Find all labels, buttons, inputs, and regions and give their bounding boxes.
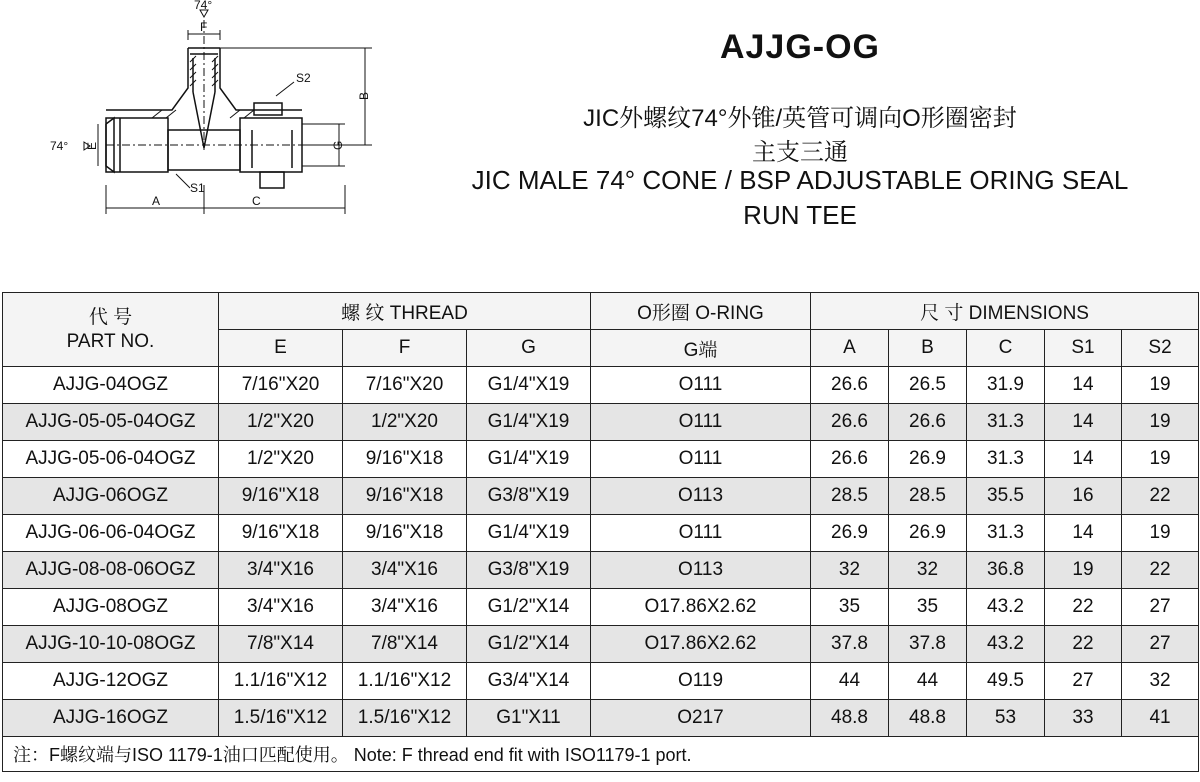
table-cell: 3/4"X16	[343, 589, 467, 626]
table-cell: O17.86X2.62	[591, 626, 811, 663]
table-cell: O111	[591, 515, 811, 552]
spec-table	[2, 292, 1199, 772]
table-cell: O111	[591, 367, 811, 404]
table-cell: 1.5/16"X12	[219, 700, 343, 737]
chinese-title-line1: JIC外螺纹74°外锥/英管可调向O形圈密封	[583, 105, 1017, 132]
table-cell: 48.8	[811, 700, 889, 737]
table-cell: 26.6	[889, 404, 967, 441]
drawing-label-s2: S2	[296, 71, 311, 85]
table-cell: 43.2	[967, 626, 1045, 663]
table-cell: 32	[889, 552, 967, 589]
table-cell: 26.6	[811, 404, 889, 441]
table-cell: 19	[1122, 367, 1199, 404]
table-cell: 1.5/16"X12	[343, 700, 467, 737]
column-header-b: B	[889, 330, 967, 367]
table-cell: 26.5	[889, 367, 967, 404]
table-row	[3, 478, 1199, 515]
table-cell: G1/4"X19	[467, 441, 591, 478]
drawing-label-g: G	[331, 140, 345, 150]
table-row	[3, 663, 1199, 700]
table-cell: G1/4"X19	[467, 404, 591, 441]
table-cell: 31.3	[967, 404, 1045, 441]
drawing-angle-top: 74°	[194, 0, 213, 12]
part-number-cell: AJJG-05-05-04OGZ	[3, 404, 219, 441]
table-cell: 14	[1045, 441, 1122, 478]
table-row	[3, 404, 1199, 441]
column-header-e: E	[219, 330, 343, 367]
part-number-cell: AJJG-16OGZ	[3, 700, 219, 737]
table-cell: O113	[591, 552, 811, 589]
column-header-s2: S2	[1122, 330, 1199, 367]
english-title-line1: JIC MALE 74° CONE / BSP ADJUSTABLE ORING SEAL	[471, 165, 1129, 195]
drawing-label-a: A	[152, 194, 161, 208]
table-cell: G3/8"X19	[467, 478, 591, 515]
part-no-header-cn: 代 号	[88, 306, 133, 328]
table-cell: 53	[967, 700, 1045, 737]
table-cell: 16	[1045, 478, 1122, 515]
table-cell: O113	[591, 478, 811, 515]
drawing-label-f: F	[200, 20, 208, 34]
table-cell: G1/2"X14	[467, 589, 591, 626]
table-row	[3, 441, 1199, 478]
table-cell: 9/16"X18	[219, 478, 343, 515]
table-cell: 7/8"X14	[343, 626, 467, 663]
english-title-line2: RUN TEE	[743, 200, 857, 230]
table-cell: 7/16"X20	[343, 367, 467, 404]
table-cell: 35	[811, 589, 889, 626]
table-cell: 9/16"X18	[343, 441, 467, 478]
table-cell: 35	[889, 589, 967, 626]
table-cell: G1/4"X19	[467, 515, 591, 552]
part-number-cell: AJJG-06-06-04OGZ	[3, 515, 219, 552]
part-number-cell: AJJG-05-06-04OGZ	[3, 441, 219, 478]
part-number-cell: AJJG-04OGZ	[3, 367, 219, 404]
table-cell: 33	[1045, 700, 1122, 737]
table-cell: 26.9	[811, 515, 889, 552]
table-cell: 1/2"X20	[343, 404, 467, 441]
table-row	[3, 626, 1199, 663]
drawing-label-s1: S1	[190, 181, 205, 195]
oring-group-header: O形圈 O-RING	[591, 293, 811, 330]
column-header-s1: S1	[1045, 330, 1122, 367]
drawing-label-b: B	[357, 91, 371, 100]
table-row	[3, 589, 1199, 626]
table-cell: 41	[1122, 700, 1199, 737]
table-cell: 26.6	[811, 367, 889, 404]
chinese-title-line2: 主支三通	[752, 139, 848, 166]
table-cell: 27	[1045, 663, 1122, 700]
thread-group-header: 螺 纹 THREAD	[219, 293, 591, 330]
table-cell: 44	[811, 663, 889, 700]
drawing-label-e: E	[85, 141, 99, 150]
drawing-angle-side: 74°	[50, 139, 69, 153]
part-number-cell: AJJG-10-10-08OGZ	[3, 626, 219, 663]
table-cell: 7/8"X14	[219, 626, 343, 663]
table-cell: 14	[1045, 515, 1122, 552]
part-no-header-en: PART NO.	[66, 330, 155, 352]
part-no-header	[3, 293, 219, 367]
table-row	[3, 367, 1199, 404]
table-cell: G1/4"X19	[467, 367, 591, 404]
column-header-f: F	[343, 330, 467, 367]
column-header-g: G	[467, 330, 591, 367]
table-cell: 28.5	[811, 478, 889, 515]
table-cell: 26.6	[811, 441, 889, 478]
table-cell: 22	[1045, 589, 1122, 626]
table-cell: 22	[1122, 552, 1199, 589]
table-cell: 1/2"X20	[219, 404, 343, 441]
table-cell: 27	[1122, 589, 1199, 626]
table-row	[3, 700, 1199, 737]
part-number-cell: AJJG-08OGZ	[3, 589, 219, 626]
table-cell: O217	[591, 700, 811, 737]
table-cell: G1/2"X14	[467, 626, 591, 663]
table-cell: 19	[1122, 515, 1199, 552]
table-cell: 49.5	[967, 663, 1045, 700]
table-cell: 37.8	[889, 626, 967, 663]
table-cell: 22	[1045, 626, 1122, 663]
table-cell: O17.86X2.62	[591, 589, 811, 626]
table-cell: 1.1/16"X12	[343, 663, 467, 700]
table-cell: 27	[1122, 626, 1199, 663]
table-cell: 36.8	[967, 552, 1045, 589]
table-cell: 31.3	[967, 441, 1045, 478]
table-cell: 7/16"X20	[219, 367, 343, 404]
table-cell: 32	[811, 552, 889, 589]
column-header-c: C	[967, 330, 1045, 367]
table-cell: 26.9	[889, 515, 967, 552]
part-number-cell: AJJG-06OGZ	[3, 478, 219, 515]
table-cell: 9/16"X18	[219, 515, 343, 552]
table-cell: 22	[1122, 478, 1199, 515]
table-cell: 43.2	[967, 589, 1045, 626]
table-cell: 37.8	[811, 626, 889, 663]
table-cell: 3/4"X16	[219, 589, 343, 626]
table-cell: 32	[1122, 663, 1199, 700]
table-cell: 26.9	[889, 441, 967, 478]
column-header-a: A	[811, 330, 889, 367]
table-cell: 28.5	[889, 478, 967, 515]
table-cell: 14	[1045, 404, 1122, 441]
drawing-label-c: C	[252, 194, 261, 208]
table-cell: 31.9	[967, 367, 1045, 404]
table-cell: 14	[1045, 367, 1122, 404]
table-cell: O119	[591, 663, 811, 700]
product-code-title: AJJG-OG	[719, 28, 881, 66]
table-cell: 1/2"X20	[219, 441, 343, 478]
column-header-g-end: G端	[591, 330, 811, 367]
table-cell: 31.3	[967, 515, 1045, 552]
part-number-cell: AJJG-08-08-06OGZ	[3, 552, 219, 589]
table-cell: O111	[591, 404, 811, 441]
table-cell: 35.5	[967, 478, 1045, 515]
table-cell: 1.1/16"X12	[219, 663, 343, 700]
table-cell: 9/16"X18	[343, 515, 467, 552]
footnote: 注：F螺纹端与ISO 1179-1油口匹配使用。 Note: F thread end fit with ISO1179-1 port.	[3, 737, 1199, 772]
table-cell: O111	[591, 441, 811, 478]
table-cell: 19	[1122, 404, 1199, 441]
table-cell: 3/4"X16	[343, 552, 467, 589]
table-row	[3, 515, 1199, 552]
table-cell: 48.8	[889, 700, 967, 737]
table-cell: 19	[1122, 441, 1199, 478]
table-cell: 9/16"X18	[343, 478, 467, 515]
table-cell: G3/8"X19	[467, 552, 591, 589]
table-row	[3, 552, 1199, 589]
table-cell: 3/4"X16	[219, 552, 343, 589]
table-cell: G3/4"X14	[467, 663, 591, 700]
part-number-cell: AJJG-12OGZ	[3, 663, 219, 700]
dimensions-group-header: 尺 寸 DIMENSIONS	[811, 293, 1199, 330]
table-cell: G1"X11	[467, 700, 591, 737]
fitting-drawing	[40, 0, 380, 230]
table-cell: 19	[1045, 552, 1122, 589]
table-cell: 44	[889, 663, 967, 700]
